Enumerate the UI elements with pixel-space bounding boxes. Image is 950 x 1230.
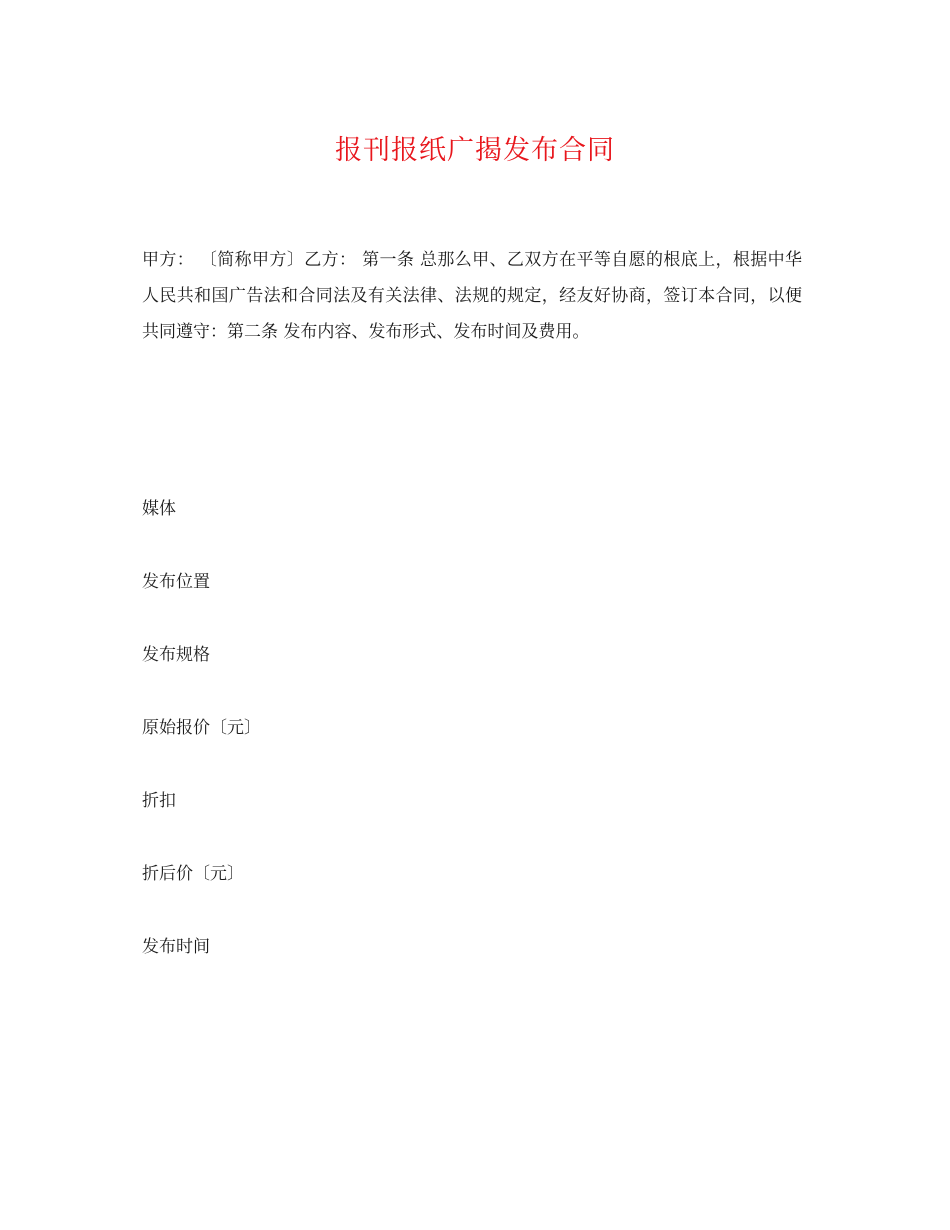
- field-discounted-price: 折后价〔元〕: [142, 864, 244, 884]
- field-original-price: 原始报价〔元〕: [142, 718, 261, 738]
- field-specification: 发布规格: [142, 645, 210, 665]
- document-title: 报刊报纸广揭发布合同: [335, 135, 615, 166]
- publication-field-list: [142, 495, 261, 1006]
- contract-intro-paragraph: 甲方： 〔简称甲方〕乙方： 第一条 总那么甲、乙双方在平等自愿的根底上，根据中华人民共和国广告法和合同法及有关法律、法规的规定，经友好协商，签订本合同，以便共同遵守：第二条 发布内容、发布形式、发布时间及费用。: [142, 250, 802, 342]
- field-media: 媒体: [142, 499, 176, 519]
- field-publish-time: 发布时间: [142, 937, 210, 957]
- field-position: 发布位置: [142, 572, 210, 592]
- field-discount: 折扣: [142, 791, 176, 811]
